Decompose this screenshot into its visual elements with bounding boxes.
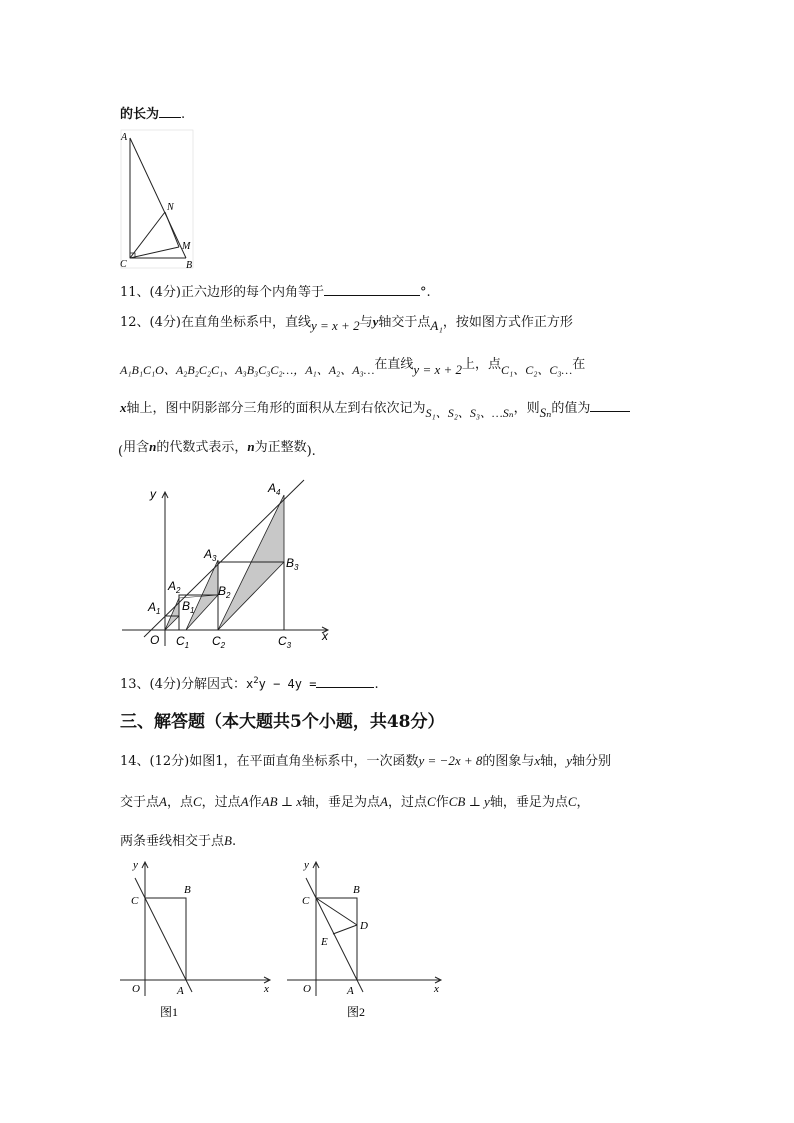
q14-pt-c2: C — [427, 794, 436, 809]
q14-text-2: 的图象与 — [482, 754, 535, 769]
q12-label-b2 — [218, 584, 231, 600]
q14f2-label-y: y — [304, 859, 309, 871]
q14-r3a: 两条垂线相交于点 — [120, 834, 225, 849]
q14-line-2 — [120, 793, 590, 812]
q14-pt-a2: A — [240, 794, 249, 809]
q12-label-c1-letter: C — [176, 634, 185, 648]
q14f2-label-c: C — [302, 895, 310, 907]
q14f2-label-o: O — [303, 983, 311, 995]
q12-figure — [118, 478, 338, 650]
q14-r2b: ，点 — [166, 795, 193, 810]
q13-number: 13、(4分) — [120, 677, 181, 692]
q14-pt-a: A — [159, 794, 167, 809]
q14-r2g: 作 — [435, 795, 449, 810]
q12-label-a2 — [167, 579, 181, 595]
q12-row2-mid: 在直线 — [374, 357, 414, 372]
q12-label-c2-letter: C — [212, 634, 221, 648]
q14f2-label-e: E — [321, 936, 328, 948]
q12-row3-end: 的值为 — [551, 401, 591, 416]
q14-function: y = −2x + 8 — [418, 753, 483, 768]
q12-row4-text3: 为正整数 — [254, 440, 307, 455]
q12-label-c2 — [212, 634, 226, 650]
q14-text-1: 如图1，在平面直角坐标系中，一次函数 — [189, 754, 419, 769]
q14-r2c: ，过点 — [201, 795, 241, 810]
q12-label-a4 — [267, 481, 281, 497]
q10-tail-line — [120, 103, 185, 124]
q13-expr-x: x — [245, 677, 254, 691]
q14-pt-c: C — [192, 794, 202, 809]
q12-label-o: O — [150, 633, 160, 647]
q12-line-4 — [118, 438, 316, 457]
q14-r2e: 轴，垂足为点 — [302, 795, 381, 810]
q14-r2f: ，过点 — [388, 795, 428, 810]
q13-expr-rest: y − 4y = — [258, 677, 317, 691]
q14-figure-2 — [285, 858, 450, 1023]
q14-y-var: y — [566, 753, 572, 768]
q12-label-b3-letter: B — [286, 556, 295, 570]
q12-row4-n2: n — [247, 439, 255, 454]
q14f2-seg-de — [333, 925, 357, 934]
q10-answer-blank[interactable] — [159, 103, 181, 118]
q12-label-c3-letter: C — [278, 634, 287, 648]
q10-seg-nm — [165, 212, 179, 247]
q12-label-a1-letter: A — [148, 600, 157, 614]
q12-line-3 — [120, 397, 630, 418]
q14-r2h: 轴，垂足为点 — [489, 795, 568, 810]
q12-sn: Sₙ — [539, 405, 552, 420]
q14-perp-2: CB ⊥ y — [448, 794, 490, 809]
q14-text-3: 轴， — [540, 754, 567, 769]
q12-label-a3-letter: A — [204, 547, 213, 561]
q14f1-label-y: y — [133, 859, 138, 871]
q14-r3b: . — [231, 834, 237, 849]
q12-line-2 — [120, 355, 586, 377]
q14-perp-1: AB ⊥ x — [261, 794, 303, 809]
q14-pt-b: B — [224, 833, 232, 848]
q12-text-4: ，按如图方式作正方形 — [442, 315, 573, 330]
q12-row2-end: 在 — [572, 357, 586, 372]
q10-label-b: B — [186, 260, 193, 271]
q13-end: . — [374, 677, 379, 692]
q12-row4-n: n — [149, 439, 157, 454]
q12-row4-text1: 用含 — [123, 440, 150, 455]
q14-text-4: 轴分别 — [571, 754, 611, 769]
q12-label-b3-sub: 3 — [294, 563, 299, 572]
q12-area-list: S₁、S₂、S₃、…Sₙ — [425, 406, 514, 420]
q14f2-label-d: D — [360, 920, 368, 932]
q14f1-label-b: B — [184, 884, 191, 896]
q10-label-c: C — [120, 259, 127, 270]
q10-label-m: M — [182, 241, 191, 252]
q12-point-a1: A₁ — [430, 318, 443, 333]
q14-line-3 — [120, 832, 236, 851]
q12-label-c3-sub: 3 — [286, 641, 292, 650]
q12-row4-text2: 的代数式表示， — [156, 440, 248, 455]
q11-number: 11、(4分) — [120, 285, 181, 300]
q12-row2-equation: y = x + 2 — [413, 362, 463, 377]
q14-pt-c3: C — [567, 794, 577, 809]
q14f1-label-x: x — [264, 983, 269, 995]
q14f2-seg-cd — [316, 898, 357, 925]
q14f2-label-a: A — [347, 985, 354, 997]
q12-row2-points: C₁、C₂、C₃… — [501, 363, 573, 377]
q12-y-var: y — [372, 314, 379, 329]
q14-x-var: x — [534, 753, 541, 768]
q14-r2a: 交于点 — [120, 795, 160, 810]
q14f1-label-a: A — [177, 985, 184, 997]
q12-label-b2-sub: 2 — [226, 591, 231, 600]
q14f1-label-o: O — [132, 983, 140, 995]
q10-label-a: A — [121, 132, 128, 143]
q12-label-a3 — [203, 547, 217, 563]
q14-line-1 — [120, 752, 611, 771]
q13-answer-blank[interactable] — [316, 673, 374, 688]
q10-figure — [112, 128, 202, 273]
q14-r2d: 作 — [248, 795, 262, 810]
q14f1-label-c: C — [131, 895, 139, 907]
q14-number: 14、(12分) — [120, 754, 190, 769]
q12-label-b1-letter: B — [182, 599, 191, 613]
q10-side-ab — [130, 138, 186, 258]
q12-label-a4-sub: 4 — [276, 488, 281, 497]
q12-row2-on: 上，点 — [462, 357, 502, 372]
section-3-title: 三、解答题（本大题共5个小题，共48分） — [120, 712, 445, 732]
q10-tail-text: 的长为 — [120, 107, 160, 122]
q12-text-3: 轴交于点 — [378, 315, 431, 330]
q14f2-label-x: x — [434, 983, 439, 995]
q12-label-a2-letter: A — [168, 579, 177, 593]
q12-label-a1-sub: 1 — [156, 607, 161, 616]
q14-r2i: ， — [576, 795, 590, 810]
q13-line — [120, 672, 379, 694]
q12-label-a4-letter: A — [268, 481, 277, 495]
q11-line — [120, 281, 431, 302]
q12-label-b3 — [286, 556, 299, 572]
q12-answer-blank[interactable] — [590, 397, 630, 412]
q12-label-a3-sub: 3 — [212, 554, 217, 563]
q12-number: 12、(4分) — [120, 315, 181, 330]
q13-text: 分解因式： — [180, 677, 246, 692]
q12-label-b1-sub: 1 — [190, 606, 195, 615]
q12-row4-open: ( — [118, 444, 124, 459]
q12-text-2: 与 — [359, 315, 373, 330]
q11-end: °. — [419, 285, 431, 300]
q10-end: . — [181, 107, 186, 122]
q12-label-c1 — [176, 634, 189, 650]
q14-figure-1 — [118, 858, 278, 1023]
q12-x-var: x — [120, 400, 127, 415]
q10-label-n: N — [167, 202, 174, 213]
q11-text: 正六边形的每个内角等于 — [180, 285, 324, 300]
q11-answer-blank[interactable] — [324, 281, 420, 296]
q14f2-label-b: B — [353, 884, 360, 896]
q12-row4-close: ). — [306, 444, 316, 459]
q12-label-x: x — [322, 629, 328, 643]
q12-label-b1 — [182, 599, 194, 615]
q12-label-a2-sub: 2 — [176, 586, 181, 595]
q14f2-caption: 图2 — [347, 1005, 366, 1019]
q12-row3-then: ，则 — [513, 401, 540, 416]
q12-squares-list: A₁B₁C₁O、A₂B₂C₂C₁、A₃B₃C₃C₂…，A₁、A₂、A₃… — [120, 363, 375, 377]
q12-label-a1 — [147, 600, 160, 616]
q12-label-c2-sub: 2 — [220, 641, 226, 650]
q14f1-caption: 图1 — [160, 1005, 179, 1019]
q12-text-1: 在直角坐标系中，直线 — [180, 315, 311, 330]
q12-line-equation: y = x + 2 — [310, 318, 360, 333]
q13-expr-sup: 2 — [253, 676, 259, 686]
q12-line-1 — [120, 313, 573, 332]
q14-pt-a3: A — [380, 794, 388, 809]
q12-row3-text: 轴上，图中阴影部分三角形的面积从左到右依次记为 — [126, 401, 426, 416]
q12-label-b2-letter: B — [218, 584, 227, 598]
q12-label-y: y — [150, 487, 156, 501]
q12-label-c1-sub: 1 — [184, 641, 190, 650]
q12-label-c3 — [278, 634, 292, 650]
